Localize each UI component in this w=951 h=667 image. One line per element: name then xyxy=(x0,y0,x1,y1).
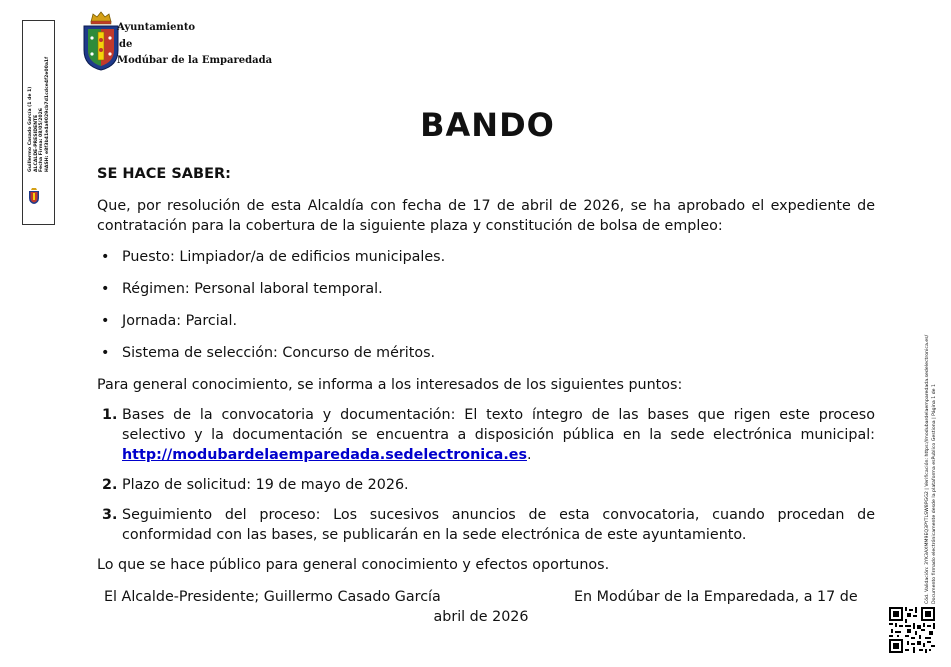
point-text: Bases de la convocatoria y documentación: El texto íntegro de las bases que rigen este proceso selectivo y la documentación se encuentra a disposición pública en la sede electrónica municipal: xyxy=(122,407,875,443)
place-date-continued: abril de 2026 xyxy=(433,609,529,625)
list-item xyxy=(97,475,875,495)
signature-line: Fecha Firma: 08/05/2026 xyxy=(39,108,45,172)
signer-name: El Alcalde-Presidente; Guillermo Casado García xyxy=(104,589,441,605)
signature-line: HASH: e8f3b41e4a9029cb7d1cdce4f2e00a1f xyxy=(44,56,50,172)
point-suffix: . xyxy=(526,447,532,463)
closing-paragraph: Lo que se hace público para general conocimiento y efectos oportunos. xyxy=(97,557,610,573)
org-line-3: Modúbar de la Emparedada xyxy=(117,55,273,66)
list-number: 1. xyxy=(102,407,118,423)
qr-code-icon xyxy=(889,607,935,653)
verification-line: Cód. Validación: 3YK3AXMM9EQ3PYTLSW8PGG2 | Verificación: https://modubardelaemparedada.sedelectronica.es/ xyxy=(925,334,930,604)
list-item: • Jornada: Parcial. xyxy=(97,311,875,331)
org-line-1: Ayuntamiento xyxy=(117,22,196,33)
org-line-2: de xyxy=(119,38,133,50)
intro-paragraph: Que, por resolución de esta Alcaldía con fecha de 17 de abril de 2026, se ha aprobado el expediente de contratación para la cobertura de la siguiente plaza y constitución de bolsa de empleo: xyxy=(97,198,875,234)
signature-line: ALCALDE-PRESIDENTE xyxy=(33,114,39,172)
list-item: • Puesto: Limpiador/a de edificios municipales. xyxy=(97,247,875,267)
position-details-list xyxy=(97,247,875,363)
point-text: Seguimiento del proceso: Los sucesivos anuncios de esta convocatoria, cuando procedan de conformidad con las bases, se publicarán en la sede electrónica de este ayuntamiento. xyxy=(122,507,875,543)
signature-crest-icon xyxy=(27,187,41,205)
verification-line: Documento firmado electrónicamente desde la plataforma esPublico Gestiona | Página 1 de 1 xyxy=(932,383,937,604)
place-date: En Modúbar de la Emparedada, a 17 de xyxy=(574,589,858,605)
points-list xyxy=(97,405,875,545)
point-text: Plazo de solicitud: 19 de mayo de 2026. xyxy=(122,477,409,493)
list-item: • Régimen: Personal laboral temporal. xyxy=(97,279,875,299)
signature-line-row xyxy=(97,587,875,607)
info-intro: Para general conocimiento, se informa a los interesados de los siguientes puntos: xyxy=(97,377,683,393)
list-number: 2. xyxy=(102,477,118,493)
signature-line: Guillermo Casado García (1 de 1) xyxy=(28,86,33,172)
organization-name xyxy=(117,20,272,70)
document-body xyxy=(97,164,875,627)
list-item xyxy=(97,405,875,465)
document-title: BANDO xyxy=(420,106,555,144)
verification-metadata xyxy=(924,335,938,604)
list-item xyxy=(97,505,875,545)
sede-electronica-link[interactable]: http://modubardelaemparedada.sedelectronica.es xyxy=(122,447,527,463)
list-item: • Sistema de selección: Concurso de méritos. xyxy=(97,343,875,363)
list-number: 3. xyxy=(102,507,118,523)
section-heading: SE HACE SABER: xyxy=(97,166,231,182)
municipal-crest-logo xyxy=(81,10,121,72)
